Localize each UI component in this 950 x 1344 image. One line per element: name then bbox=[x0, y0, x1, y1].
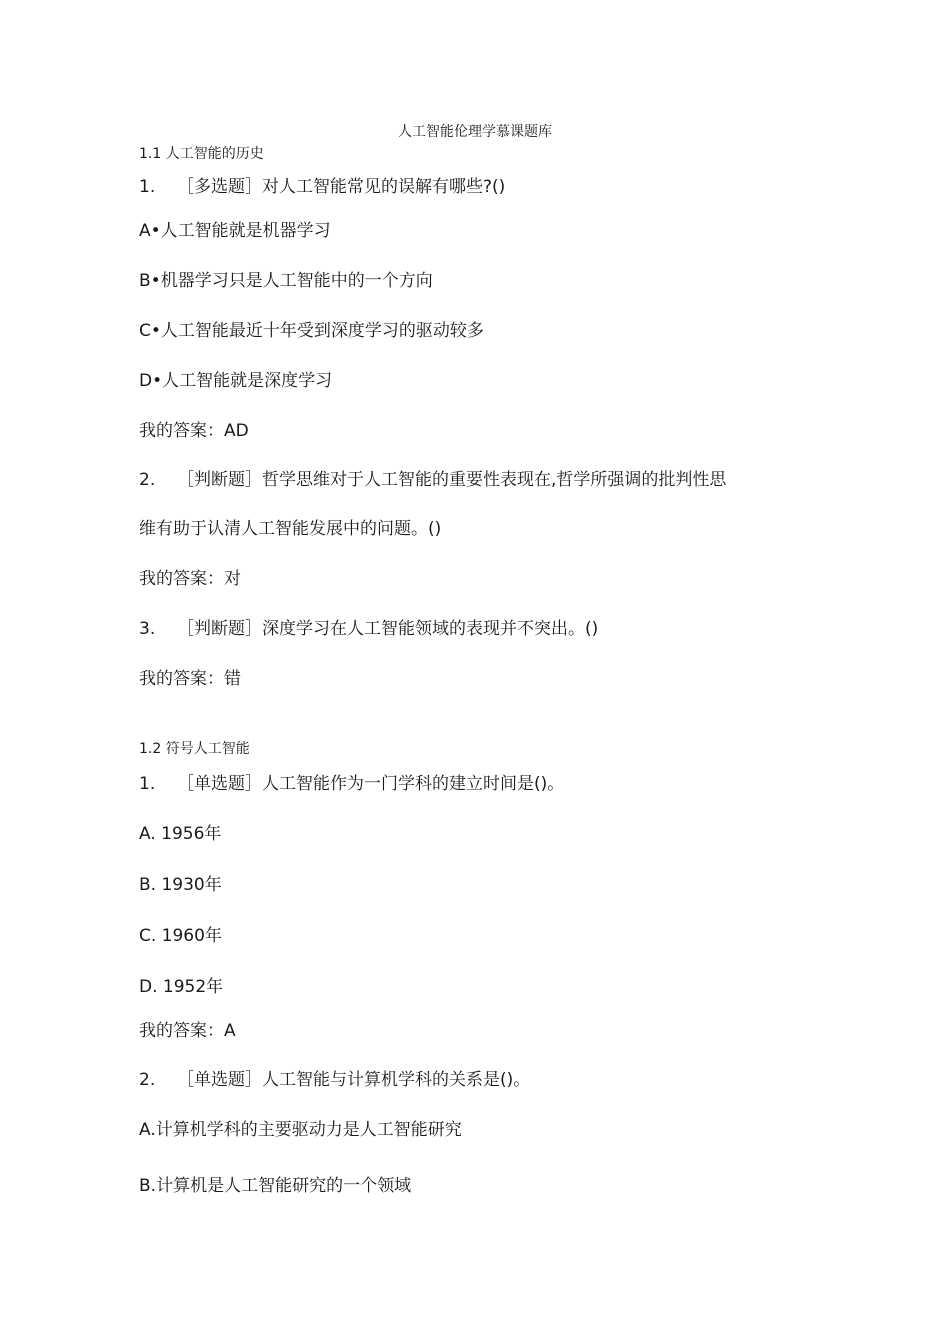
option-c: C. 1960年 bbox=[139, 926, 222, 946]
question-number: 2. bbox=[139, 470, 156, 490]
option-c: C•人工智能最近十年受到深度学习的驱动较多 bbox=[139, 321, 484, 341]
question-number: 2. bbox=[139, 1070, 156, 1090]
section-heading bbox=[139, 143, 264, 165]
section-heading bbox=[139, 738, 250, 760]
question-2-2 bbox=[139, 1069, 530, 1091]
option-d: D. 1952年 bbox=[139, 977, 224, 997]
section-number: 1.1 bbox=[139, 146, 162, 162]
option-b: B.计算机是人工智能研究的一个领域 bbox=[139, 1176, 412, 1196]
question-number: 1. bbox=[139, 774, 156, 794]
section-title: 符号人工智能 bbox=[165, 741, 250, 757]
question-number: 3. bbox=[139, 619, 156, 639]
document-title: 人工智能伦理学慕课题库 bbox=[398, 124, 552, 140]
option-a: A•人工智能就是机器学习 bbox=[139, 221, 331, 241]
question-1-2 bbox=[139, 469, 726, 491]
answer: 我的答案：对 bbox=[139, 569, 241, 589]
answer: 我的答案：A bbox=[139, 1021, 236, 1041]
question-text: ［单选题］人工智能与计算机学科的关系是()。 bbox=[177, 1070, 531, 1090]
option-d: D•人工智能就是深度学习 bbox=[139, 371, 333, 391]
question-2-1 bbox=[139, 773, 564, 795]
question-text: ［判断题］深度学习在人工智能领域的表现并不突出。() bbox=[177, 619, 599, 639]
question-text: ［多选题］对人工智能常见的误解有哪些?() bbox=[177, 177, 506, 197]
question-text: ［单选题］人工智能作为一门学科的建立时间是()。 bbox=[177, 774, 565, 794]
question-1-3 bbox=[139, 618, 598, 640]
section-number: 1.2 bbox=[139, 741, 162, 757]
question-text: ［判断题］哲学思维对于人工智能的重要性表现在,哲学所强调的批判性思 bbox=[177, 470, 727, 490]
option-a: A.计算机学科的主要驱动力是人工智能研究 bbox=[139, 1120, 462, 1140]
question-number: 1. bbox=[139, 177, 156, 197]
question-text-continued: 维有助于认清人工智能发展中的问题。() bbox=[139, 519, 442, 539]
answer: 我的答案：AD bbox=[139, 421, 249, 441]
option-b: B. 1930年 bbox=[139, 875, 222, 895]
section-title: 人工智能的历史 bbox=[165, 146, 264, 162]
option-a: A. 1956年 bbox=[139, 824, 222, 844]
option-b: B•机器学习只是人工智能中的一个方向 bbox=[139, 271, 433, 291]
answer: 我的答案：错 bbox=[139, 669, 241, 689]
question-1-1 bbox=[139, 176, 505, 198]
